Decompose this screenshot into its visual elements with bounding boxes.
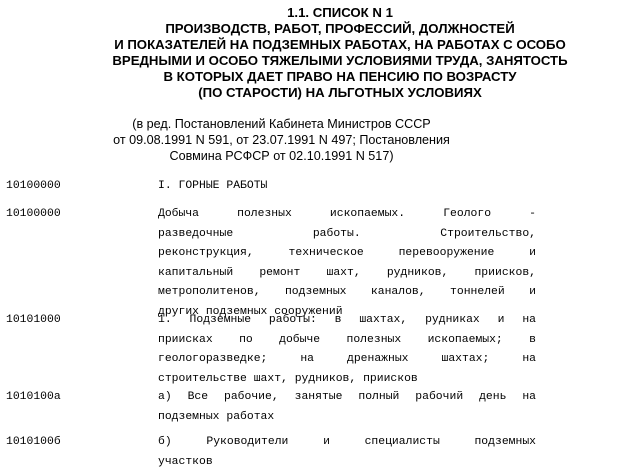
amendment-line: от 09.08.1991 N 591, от 23.07.1991 N 497; Постановления bbox=[0, 132, 563, 148]
entry-code: 10100000 bbox=[6, 205, 61, 224]
entry-line: геологоразведке; на дренажных шахтах; на bbox=[158, 350, 536, 370]
entry-line: приисках по добыче полезных ископаемых; в bbox=[158, 331, 536, 351]
entry-line: разведочные работы. Строительство, bbox=[158, 225, 536, 245]
title-line: (ПО СТАРОСТИ) НА ЛЬГОТНЫХ УСЛОВИЯХ bbox=[60, 85, 620, 101]
entry-code: 1010100а bbox=[6, 388, 61, 407]
entry-text bbox=[158, 205, 536, 322]
entry-text bbox=[158, 433, 536, 472]
entry-line: строительстве шахт, рудников, приисков bbox=[158, 370, 536, 390]
title-line: ПРОИЗВОДСТВ, РАБОТ, ПРОФЕССИЙ, ДОЛЖНОСТЕЙ bbox=[60, 21, 620, 37]
title-line: ВРЕДНЫМИ И ОСОБО ТЯЖЕЛЫМИ УСЛОВИЯМИ ТРУДА, ЗАНЯТОСТЬ bbox=[60, 53, 620, 69]
entry-text bbox=[158, 311, 536, 389]
entry-code: 10100000 bbox=[6, 177, 61, 196]
entry-line: участков bbox=[158, 453, 536, 472]
entry-code: 1010100б bbox=[6, 433, 61, 452]
entry-line: Добыча полезных ископаемых. Геолого - bbox=[158, 205, 536, 225]
entry-line: других подземных сооружений bbox=[158, 303, 536, 323]
document-title bbox=[60, 5, 620, 101]
title-line: В КОТОРЫХ ДАЕТ ПРАВО НА ПЕНСИЮ ПО ВОЗРАСТУ bbox=[60, 69, 620, 85]
entry-text bbox=[158, 177, 536, 197]
amendment-line: Совмина РСФСР от 02.10.1991 N 517) bbox=[0, 148, 563, 164]
amendment-note bbox=[0, 116, 563, 164]
title-line: 1.1. СПИСОК N 1 bbox=[60, 5, 620, 21]
title-line: И ПОКАЗАТЕЛЕЙ НА ПОДЗЕМНЫХ РАБОТАХ, НА РАБОТАХ С ОСОБО bbox=[60, 37, 620, 53]
entry-line: подземных работах bbox=[158, 408, 536, 428]
entry-line: 1. Подземные работы: в шахтах, рудниках и на bbox=[158, 311, 536, 331]
amendment-line: (в ред. Постановлений Кабинета Министров СССР bbox=[0, 116, 563, 132]
entry-line: б) Руководители и специалисты подземных bbox=[158, 433, 536, 453]
entry-line: реконструкция, техническое перевооружение и bbox=[158, 244, 536, 264]
entry-text bbox=[158, 388, 536, 427]
entry-line: I. ГОРНЫЕ РАБОТЫ bbox=[158, 177, 536, 197]
entry-line: метрополитенов, подземных каналов, тоннелей и bbox=[158, 283, 536, 303]
entry-code: 10101000 bbox=[6, 311, 61, 330]
entry-line: а) Все рабочие, занятые полный рабочий день на bbox=[158, 388, 536, 408]
entry-line: капитальный ремонт шахт, рудников, приисков, bbox=[158, 264, 536, 284]
